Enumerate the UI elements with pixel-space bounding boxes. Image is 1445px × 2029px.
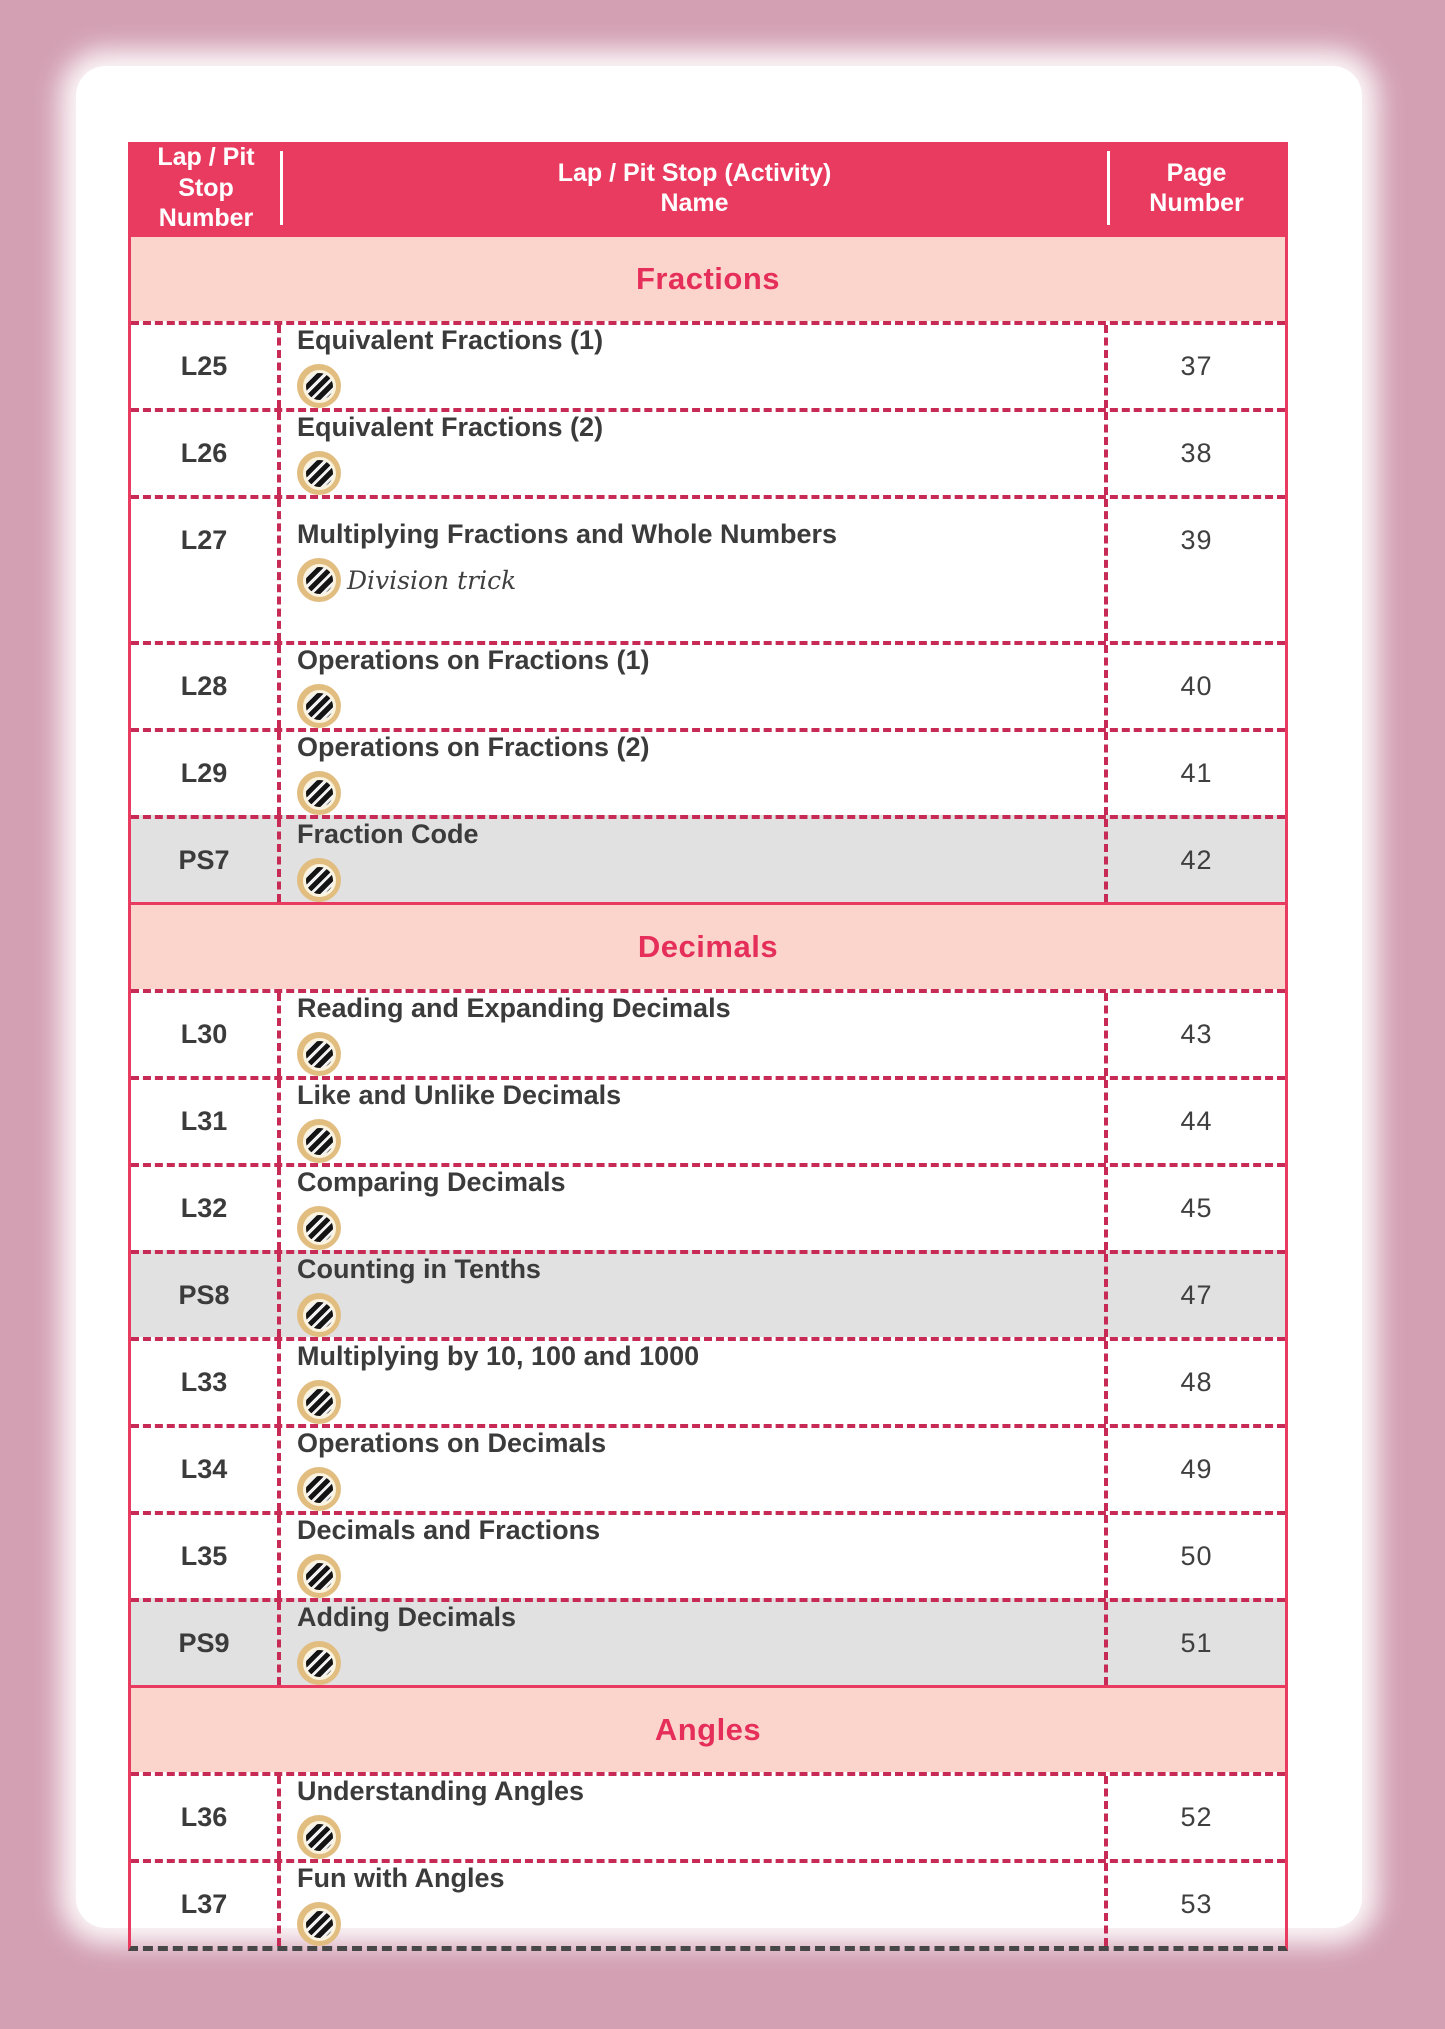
activity-name-cell	[281, 499, 1108, 641]
lap-number: L28	[180, 671, 228, 701]
table-row-ps9	[131, 1598, 1285, 1685]
video-badge-icon	[297, 1380, 341, 1424]
video-badge-icon	[297, 1293, 341, 1337]
header-lap-pit-stop-number	[131, 142, 281, 234]
activity-name: Multiplying Fractions and Whole Numbers	[297, 519, 838, 549]
header-col3-line1: Page	[1166, 158, 1227, 187]
lap-number: PS9	[178, 1628, 230, 1658]
video-badge-icon	[297, 364, 341, 408]
page-number: 51	[1180, 1628, 1213, 1658]
activity-name: Understanding Angles	[297, 1776, 585, 1806]
activity-name-cell	[281, 1863, 1108, 1946]
table-row-l34	[131, 1424, 1285, 1511]
activity-name: Multiplying by 10, 100 and 1000	[297, 1341, 700, 1371]
table-body	[131, 234, 1285, 1946]
lap-number: PS7	[178, 845, 230, 875]
activity-note	[297, 558, 516, 602]
page-number: 37	[1180, 351, 1213, 381]
activity-note	[297, 1032, 347, 1076]
page-number: 50	[1180, 1541, 1213, 1571]
video-badge-icon-center	[303, 370, 336, 403]
activity-name-cell	[281, 993, 1108, 1076]
activity-name: Fun with Angles	[297, 1863, 505, 1893]
activity-name-cell	[281, 325, 1108, 408]
lap-number-cell	[131, 1428, 281, 1511]
activity-name-cell	[281, 1428, 1108, 1511]
video-badge-icon-center	[303, 1299, 336, 1332]
table-row-l37	[131, 1859, 1285, 1946]
video-badge-icon-center	[303, 1125, 336, 1158]
lap-number-cell	[131, 1602, 281, 1685]
video-badge-icon-center	[303, 864, 336, 897]
lap-number-cell	[131, 1167, 281, 1250]
book-page	[76, 66, 1362, 1928]
table-row-ps7	[131, 815, 1285, 902]
table-row-l26	[131, 408, 1285, 495]
header-col1-line1: Lap / Pit Stop	[157, 143, 255, 202]
video-badge-icon	[297, 1554, 341, 1598]
contents-table	[128, 142, 1288, 1951]
activity-note	[297, 1641, 347, 1685]
lap-number-cell	[131, 1341, 281, 1424]
lap-number: L29	[180, 758, 228, 788]
lap-number: L34	[180, 1454, 228, 1484]
activity-name: Comparing Decimals	[297, 1167, 566, 1197]
lap-number-cell	[131, 325, 281, 408]
page-number-cell	[1108, 1167, 1285, 1250]
lap-number-cell	[131, 499, 281, 641]
lap-number: L31	[180, 1106, 228, 1136]
video-badge-icon	[297, 858, 341, 902]
video-badge-icon-center	[303, 777, 336, 810]
activity-name-cell	[281, 1515, 1108, 1598]
activity-note	[297, 1206, 347, 1250]
table-row-l27	[131, 495, 1285, 641]
lap-number: L35	[180, 1541, 228, 1571]
activity-note	[297, 1380, 347, 1424]
video-badge-icon	[297, 771, 341, 815]
activity-note	[297, 771, 347, 815]
table-row-l25	[131, 321, 1285, 408]
table-row-l32	[131, 1163, 1285, 1250]
activity-name: Like and Unlike Decimals	[297, 1080, 622, 1110]
section-title: Fractions	[635, 261, 781, 296]
section-band-decimals	[131, 902, 1285, 989]
table-header-row	[131, 142, 1285, 234]
page-number: 42	[1180, 845, 1213, 875]
page-number-cell	[1108, 819, 1285, 902]
video-badge-icon-center	[303, 1473, 336, 1506]
page-number: 49	[1180, 1454, 1213, 1484]
page-number: 40	[1180, 671, 1213, 701]
lap-number-cell	[131, 732, 281, 815]
video-badge-icon-center	[303, 1908, 336, 1941]
section-title: Decimals	[637, 929, 779, 964]
lap-number: L33	[180, 1367, 228, 1397]
lap-number: PS8	[178, 1280, 230, 1310]
video-badge-icon	[297, 1815, 341, 1859]
lap-number: L25	[180, 351, 228, 381]
video-badge-icon-center	[303, 690, 336, 723]
activity-name-cell	[281, 1167, 1108, 1250]
activity-name: Operations on Fractions (2)	[297, 732, 650, 762]
video-badge-icon-center	[303, 1647, 336, 1680]
table-row-l35	[131, 1511, 1285, 1598]
video-badge-icon-center	[303, 1821, 336, 1854]
video-badge-icon	[297, 684, 341, 728]
activity-note	[297, 451, 347, 495]
activity-name: Operations on Decimals	[297, 1428, 607, 1458]
activity-name-cell	[281, 412, 1108, 495]
page-number-cell	[1108, 412, 1285, 495]
video-badge-icon	[297, 1641, 341, 1685]
lap-number-cell	[131, 1863, 281, 1946]
page-number-cell	[1108, 1080, 1285, 1163]
page-number: 43	[1180, 1019, 1213, 1049]
video-badge-icon-center	[303, 1038, 336, 1071]
video-badge-icon-center	[303, 457, 336, 490]
video-badge-icon-center	[303, 1212, 336, 1245]
page-number-cell	[1108, 993, 1285, 1076]
page-number-cell	[1108, 1776, 1285, 1859]
activity-name: Equivalent Fractions (2)	[297, 412, 604, 442]
activity-note	[297, 684, 347, 728]
activity-name-cell	[281, 645, 1108, 728]
table-row-l33	[131, 1337, 1285, 1424]
section-band-angles	[131, 1685, 1285, 1772]
page-number-cell	[1108, 1863, 1285, 1946]
activity-name-cell	[281, 1080, 1108, 1163]
lap-number: L32	[180, 1193, 228, 1223]
activity-note	[297, 1467, 347, 1511]
note-text: Division trick	[347, 565, 517, 595]
lap-number-cell	[131, 1515, 281, 1598]
activity-note	[297, 364, 347, 408]
lap-number-cell	[131, 1254, 281, 1337]
header-col2-line1: Lap / Pit Stop (Activity)	[557, 158, 832, 187]
activity-note	[297, 1902, 347, 1946]
video-badge-icon	[297, 558, 341, 602]
page-number: 44	[1180, 1106, 1213, 1136]
activity-name: Operations on Fractions (1)	[297, 645, 650, 675]
activity-name-cell	[281, 1254, 1108, 1337]
lap-number: L36	[180, 1802, 228, 1832]
lap-number: L27	[180, 525, 228, 555]
activity-name: Counting in Tenths	[297, 1254, 541, 1284]
activity-name-cell	[281, 1602, 1108, 1685]
header-page-number	[1108, 142, 1285, 234]
page-number: 48	[1180, 1367, 1213, 1397]
lap-number: L37	[180, 1889, 228, 1919]
page-number: 45	[1180, 1193, 1213, 1223]
table-row-l36	[131, 1772, 1285, 1859]
page-number-cell	[1108, 1341, 1285, 1424]
header-activity-name	[281, 142, 1108, 234]
section-band-fractions	[131, 234, 1285, 321]
header-col3-line2: Number	[1149, 189, 1244, 217]
lap-number-cell	[131, 1776, 281, 1859]
video-badge-icon-center	[303, 564, 336, 597]
activity-note	[297, 1815, 347, 1859]
video-badge-icon-center	[303, 1560, 336, 1593]
header-col2-line2: Name	[660, 189, 729, 217]
table-row-l31	[131, 1076, 1285, 1163]
page-number-cell	[1108, 1602, 1285, 1685]
table-row-l28	[131, 641, 1285, 728]
activity-note	[297, 1119, 347, 1163]
video-badge-icon	[297, 1119, 341, 1163]
video-badge-icon	[297, 1467, 341, 1511]
activity-note	[297, 1554, 347, 1598]
page-number: 38	[1180, 438, 1213, 468]
table-row-l29	[131, 728, 1285, 815]
page-number: 47	[1180, 1280, 1213, 1310]
page-number: 53	[1180, 1889, 1213, 1919]
activity-note	[297, 1293, 347, 1337]
header-col1-line2: Number	[158, 204, 254, 233]
activity-name-cell	[281, 732, 1108, 815]
video-badge-icon	[297, 451, 341, 495]
activity-name: Decimals and Fractions	[297, 1515, 601, 1545]
lap-number: L26	[180, 438, 228, 468]
page-number-cell	[1108, 325, 1285, 408]
lap-number-cell	[131, 645, 281, 728]
page-number: 52	[1180, 1802, 1213, 1832]
page-number: 39	[1180, 525, 1213, 555]
section-title: Angles	[654, 1712, 762, 1747]
table-row-l30	[131, 989, 1285, 1076]
lap-number-cell	[131, 993, 281, 1076]
lap-number-cell	[131, 412, 281, 495]
lap-number: L30	[180, 1019, 228, 1049]
page-number-cell	[1108, 1254, 1285, 1337]
page-number-cell	[1108, 499, 1285, 641]
page-number-cell	[1108, 1515, 1285, 1598]
activity-name: Adding Decimals	[297, 1602, 517, 1632]
page-number-cell	[1108, 732, 1285, 815]
lap-number-cell	[131, 819, 281, 902]
page-number: 41	[1180, 758, 1213, 788]
activity-name-cell	[281, 819, 1108, 902]
lap-number-cell	[131, 1080, 281, 1163]
video-badge-icon-center	[303, 1386, 336, 1419]
activity-name-cell	[281, 1776, 1108, 1859]
activity-name: Equivalent Fractions (1)	[297, 325, 604, 355]
activity-name: Fraction Code	[297, 819, 479, 849]
page-number-cell	[1108, 645, 1285, 728]
video-badge-icon	[297, 1032, 341, 1076]
table-row-ps8	[131, 1250, 1285, 1337]
activity-note	[297, 858, 347, 902]
activity-name: Reading and Expanding Decimals	[297, 993, 731, 1023]
video-badge-icon	[297, 1206, 341, 1250]
page-number-cell	[1108, 1428, 1285, 1511]
video-badge-icon	[297, 1902, 341, 1946]
activity-name-cell	[281, 1341, 1108, 1424]
